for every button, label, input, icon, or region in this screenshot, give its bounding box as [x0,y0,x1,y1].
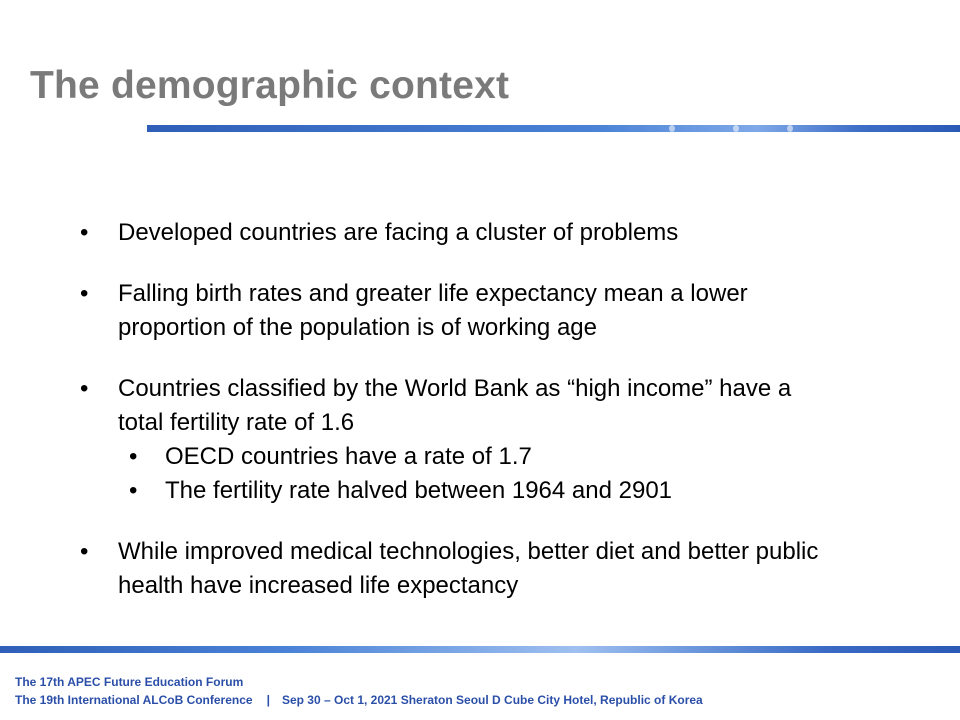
bullet-item [80,372,840,508]
sub-bullet-item [118,474,840,508]
slide-title: The demographic context [30,64,510,107]
bullet-dot: • [80,375,89,402]
sub-bullet-text: OECD countries have a rate of 1.7 [165,443,532,470]
bullet-item [80,535,840,603]
bullet-text: While improved medical technologies, better diet and better public health have increased life expectancy [118,538,819,599]
footer-conference-name: The 19th International ALCoB Conference [15,693,253,707]
footer-event-line: The 17th APEC Future Education Forum [15,675,244,689]
bullet-dot: • [129,477,138,504]
sub-bullet-text: The fertility rate halved between 1964 and 2901 [165,477,673,504]
bullet-text: Countries classified by the World Bank as “high income” have a total fertility rate of 1.6 [118,375,792,436]
sub-bullet-item [118,440,840,474]
bullet-dot: • [80,219,89,246]
bullet-item [80,277,840,345]
bullet-text: Falling birth rates and greater life expectancy mean a lower proportion of the population is of working age [118,280,748,341]
footer-separator: | [266,693,270,707]
footer-date-venue: Sep 30 – Oct 1, 2021 Sheraton Seoul D Cube City Hotel, Republic of Korea [281,693,703,707]
footer-divider [0,646,960,653]
title-divider [147,125,960,132]
footer [15,673,703,709]
sub-bullet-list [118,440,840,508]
bullet-dot: • [80,280,89,307]
bullet-dot: • [80,538,89,565]
bullet-dot: • [129,443,138,470]
footer-conference-line [15,691,703,709]
bullet-item [80,216,840,250]
bullet-text: Developed countries are facing a cluster of problems [118,219,679,246]
bullet-list [80,216,840,603]
